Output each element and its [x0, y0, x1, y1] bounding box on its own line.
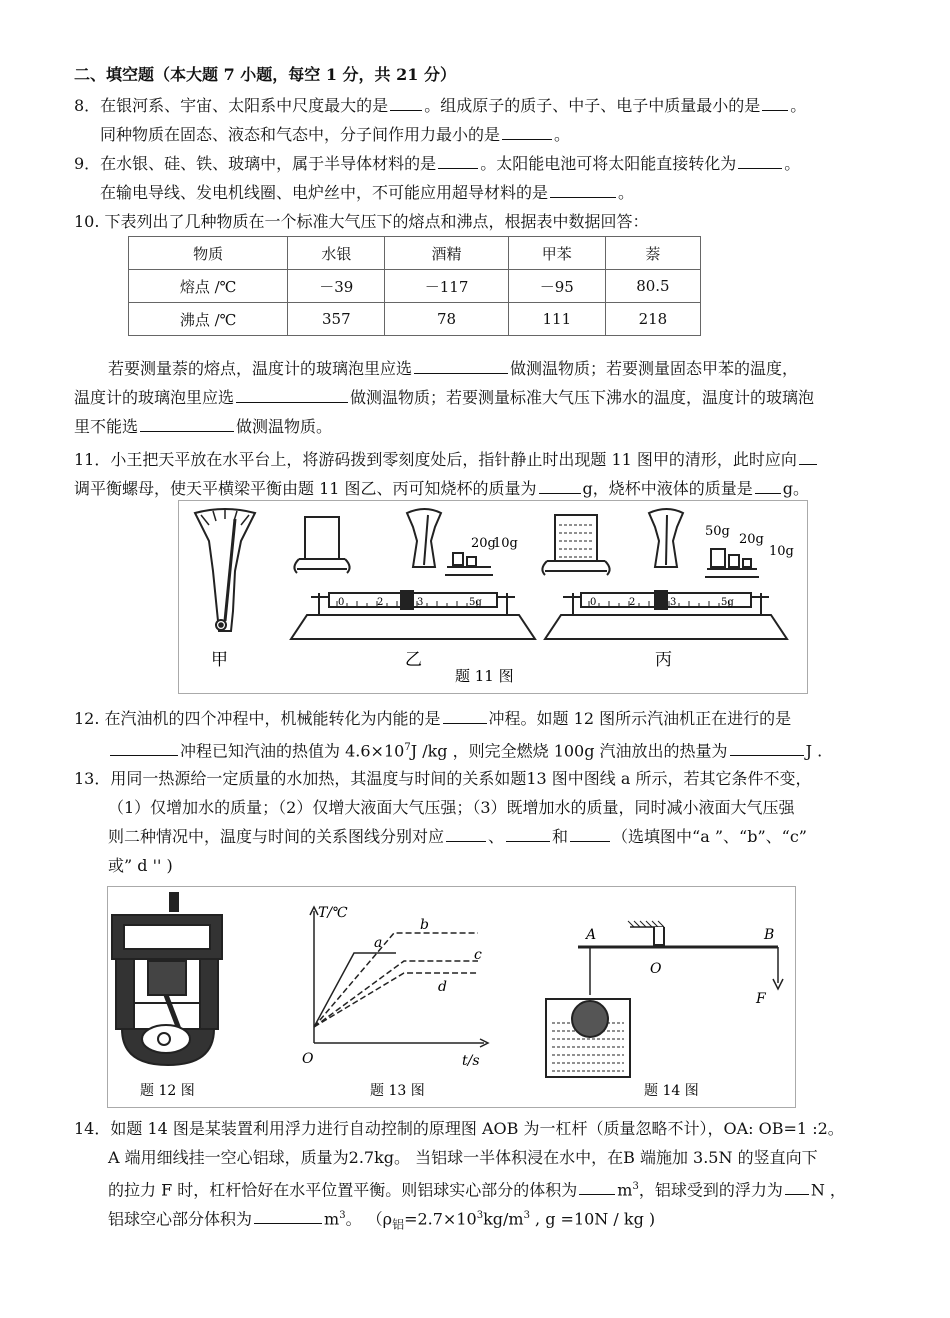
answer-blank[interactable] [579, 1180, 615, 1195]
answer-blank[interactable] [570, 827, 610, 842]
q14-text: 。 （ρ [345, 1209, 393, 1229]
q10-text: 若要测量萘的熔点，温度计的玻璃泡里应选 [108, 359, 413, 378]
scale-tick-label: 2 [629, 597, 636, 608]
melting-boiling-table [128, 236, 701, 336]
figure-13-caption: 题 13 图 [370, 1083, 425, 1099]
q10-intro: 10. 下表列出了几种物质在一个标准大气压下的熔点和沸点，根据表中数据回答： [74, 212, 649, 231]
answer-blank[interactable] [438, 154, 478, 169]
graph-line-c [314, 961, 478, 1027]
graph-ylabel: T/℃ [318, 905, 348, 921]
q10-para-line2 [74, 387, 814, 409]
table-cell: －95 [508, 270, 605, 303]
scale-tick-label: 2 [377, 597, 384, 608]
figure-12-caption: 题 12 图 [140, 1083, 195, 1099]
table-cell: 水银 [288, 237, 385, 270]
q13-text: 、 [488, 827, 505, 846]
q11-text: g。 [782, 479, 810, 498]
balance-bing [542, 509, 787, 639]
q12-text: 12. 在汽油机的四个冲程中，机械能转化为内能的是 [74, 709, 441, 728]
table-cell: 酒精 [385, 237, 508, 270]
q12-text: J /kg ，则完全燃烧 100g 汽油放出的热量为 [410, 741, 728, 761]
q9-text: 。太阳能电池可将太阳能直接转化为 [480, 154, 737, 173]
weight-label: 10g [769, 544, 794, 559]
weight-label: 10g [493, 536, 518, 551]
q10-text: 做测温物质。 [236, 417, 333, 436]
answer-blank[interactable] [755, 479, 781, 494]
q8-line1 [74, 95, 806, 117]
q8-text: 同种物质在固态、液态和气态中，分子间作用力最小的是 [100, 125, 501, 144]
q9-text: 在输电导线、发电机线圈、电炉丝中，不可能应用超导材料的是 [100, 183, 549, 202]
graph-line-label: b [420, 917, 429, 933]
answer-blank[interactable] [785, 1180, 809, 1195]
graph-line-a [314, 953, 396, 1027]
q14-text: 的拉力 F 时，杠杆恰好在水平位置平衡。则铝球实心部分的体积为 [108, 1180, 578, 1200]
engine-diagram [112, 893, 222, 1065]
q14-text: kg/m [483, 1209, 524, 1229]
answer-blank[interactable] [550, 183, 616, 198]
balance-diagram [179, 501, 807, 693]
q12-line2 [108, 737, 822, 762]
figure-14-caption: 题 14 图 [644, 1083, 699, 1099]
q9-text: 。 [784, 154, 801, 173]
q8-text: 。 [554, 125, 571, 144]
graph-line-label: d [438, 979, 447, 995]
graph-line-label: c [474, 947, 482, 963]
label-bing: 丙 [655, 650, 672, 670]
q14-line3 [108, 1176, 846, 1201]
lever-point-A: A [586, 927, 597, 943]
q13-line3 [108, 826, 807, 848]
answer-blank[interactable] [140, 417, 234, 432]
weight-label: 50g [705, 524, 730, 539]
q13-line1: 13．用同一热源给一定质量的水加热，其温度与时间的关系如题13 图中图线 a 所示，若其它条件不变， [74, 769, 812, 788]
lever-diagram [546, 921, 783, 1077]
answer-blank[interactable] [799, 450, 817, 465]
label-jia: 甲 [211, 650, 228, 670]
graph-xlabel: t/s [462, 1053, 480, 1069]
balance-yi [291, 509, 535, 639]
q12-exponent: 7 [404, 742, 411, 753]
q11-text: 11．小王把天平放在水平台上，将游码拨到零刻度处后，指针静止时出现题 11 图甲的清形，此时应向 [74, 450, 797, 469]
q14-text: m [324, 1209, 340, 1229]
label-yi: 乙 [405, 650, 422, 670]
table-cell: 80.5 [605, 270, 700, 303]
table-row [129, 270, 701, 303]
q14-exponent: 3 [523, 1210, 530, 1221]
q10-text: 温度计的玻璃泡里应选 [74, 388, 235, 407]
answer-blank[interactable] [730, 741, 804, 756]
q9-text: 9．在水银、硅、铁、玻璃中，属于半导体材料的是 [74, 154, 437, 173]
scale-tick-label: 3 [417, 597, 424, 608]
table-header-row [129, 237, 701, 270]
q12-text: 冲程已知汽油的热值为 4.6×10 [180, 741, 405, 761]
table-cell: 218 [605, 303, 700, 336]
answer-blank[interactable] [443, 709, 487, 724]
scale-tick-label: 3 [670, 597, 677, 608]
q10-text: 里不能选 [74, 417, 139, 436]
q14-exponent: 3 [476, 1210, 484, 1221]
scale-tick-label: 0 [590, 597, 597, 608]
q14-line1: 14．如题 14 图是某装置利用浮力进行自动控制的原理图 AOB 为一杠杆（质量忽略不计），OA: OB=1 :2。 [74, 1119, 844, 1138]
scale-tick-label: 0 [338, 597, 345, 608]
q14-text: 铝球空心部分体积为 [108, 1209, 253, 1229]
scale-tick-label: 5g [721, 597, 734, 608]
table-cell: 78 [385, 303, 508, 336]
answer-blank[interactable] [254, 1209, 322, 1224]
q14-text: =2.7×10 [404, 1209, 477, 1229]
weight-label: 20g [471, 536, 496, 551]
table-row [129, 303, 701, 336]
answer-blank[interactable] [236, 388, 348, 403]
answer-blank[interactable] [738, 154, 782, 169]
figure-11 [178, 500, 808, 694]
table-cell: 111 [508, 303, 605, 336]
q12-line1 [74, 708, 791, 730]
q11-line1 [74, 449, 819, 471]
table-cell: 物质 [129, 237, 288, 270]
q14-exponent: 3 [632, 1181, 639, 1192]
answer-blank[interactable] [414, 359, 508, 374]
figures-svg [108, 887, 795, 1107]
q9-line2 [100, 182, 634, 204]
q14-exponent: 3 [339, 1210, 346, 1221]
table-cell: －39 [288, 270, 385, 303]
table-cell: 甲苯 [508, 237, 605, 270]
q14-text: ，铝球受到的浮力为 [638, 1180, 783, 1200]
answer-blank[interactable] [539, 479, 581, 494]
answer-blank[interactable] [502, 125, 552, 140]
lever-point-B: B [764, 927, 775, 943]
q13-text: 和 [552, 827, 569, 846]
force-label-F: F [756, 991, 766, 1007]
temperature-time-graph [310, 907, 488, 1047]
q9-line1 [74, 153, 800, 175]
q10-para-line3 [74, 416, 332, 438]
q14-text: N ， [810, 1180, 846, 1200]
answer-blank[interactable] [506, 827, 550, 842]
answer-blank[interactable] [390, 96, 422, 111]
figure-11-caption: 题 11 图 [455, 667, 514, 685]
q11-text: 调平衡螺母，使天平横梁平衡由题 11 图乙、丙可知烧杯的质量为 [74, 479, 537, 498]
q13-line4: 或” d '' ) [108, 856, 173, 875]
q14-subscript: 铝 [392, 1217, 405, 1232]
q12-text: 冲程。如题 12 图所示汽油机正在进行的是 [488, 709, 792, 728]
graph-line-label: a [374, 935, 383, 951]
q14-text: , g =10N / kg ) [529, 1209, 656, 1229]
q10-text: 做测温物质；若要测量标准大气压下沸水的温度，温度计的玻璃泡 [350, 388, 815, 407]
q12-text: J . [805, 741, 823, 761]
q8-text: 。组成原子的质子、中子、电子中质量最小的是 [424, 96, 761, 115]
graph-origin: O [302, 1051, 314, 1067]
weight-label: 20g [739, 532, 764, 547]
q14-text: m [617, 1180, 633, 1200]
q10-para-line1 [108, 358, 798, 380]
q11-text: g，烧杯中液体的质量是 [582, 479, 753, 498]
table-cell: 357 [288, 303, 385, 336]
q9-text: 。 [618, 183, 635, 202]
q10-text: 做测温物质；若要测量固态甲苯的温度， [510, 359, 799, 378]
answer-blank[interactable] [110, 741, 178, 756]
table-cell: 萘 [605, 237, 700, 270]
figures-12-14 [107, 886, 796, 1108]
q13-text: （选填图中“a ”、“b”、“c” [612, 827, 807, 846]
q13-line2: （1）仅增加水的质量；（2）仅增大液面大气压强；（3）既增加水的质量，同时减小液面大气压强 [108, 798, 795, 817]
scale-tick-label: 5g [469, 597, 482, 608]
q14-line2: A 端用细线挂一空心铝球，质量为2.7kg。 当铝球一半体积浸在水中，在B 端施加 3.5N 的竖直向下 [108, 1148, 818, 1167]
lever-point-O: O [650, 961, 662, 977]
q11-line2 [74, 478, 809, 500]
q8-text: 8．在银河系、宇宙、太阳系中尺度最大的是 [74, 96, 389, 115]
q8-line2 [100, 124, 570, 146]
section-title: 二、填空题（本大题 7 小题，每空 1 分，共 21 分） [74, 65, 456, 84]
q8-text: 。 [790, 96, 807, 115]
pointer-panel [195, 509, 255, 631]
table-cell: －117 [385, 270, 508, 303]
answer-blank[interactable] [446, 827, 486, 842]
answer-blank[interactable] [762, 96, 788, 111]
q14-line4 [108, 1205, 655, 1236]
table-cell: 熔点 /℃ [129, 270, 288, 303]
table-cell: 沸点 /℃ [129, 303, 288, 336]
q13-text: 则二种情况中，温度与时间的关系图线分别对应 [108, 827, 445, 846]
